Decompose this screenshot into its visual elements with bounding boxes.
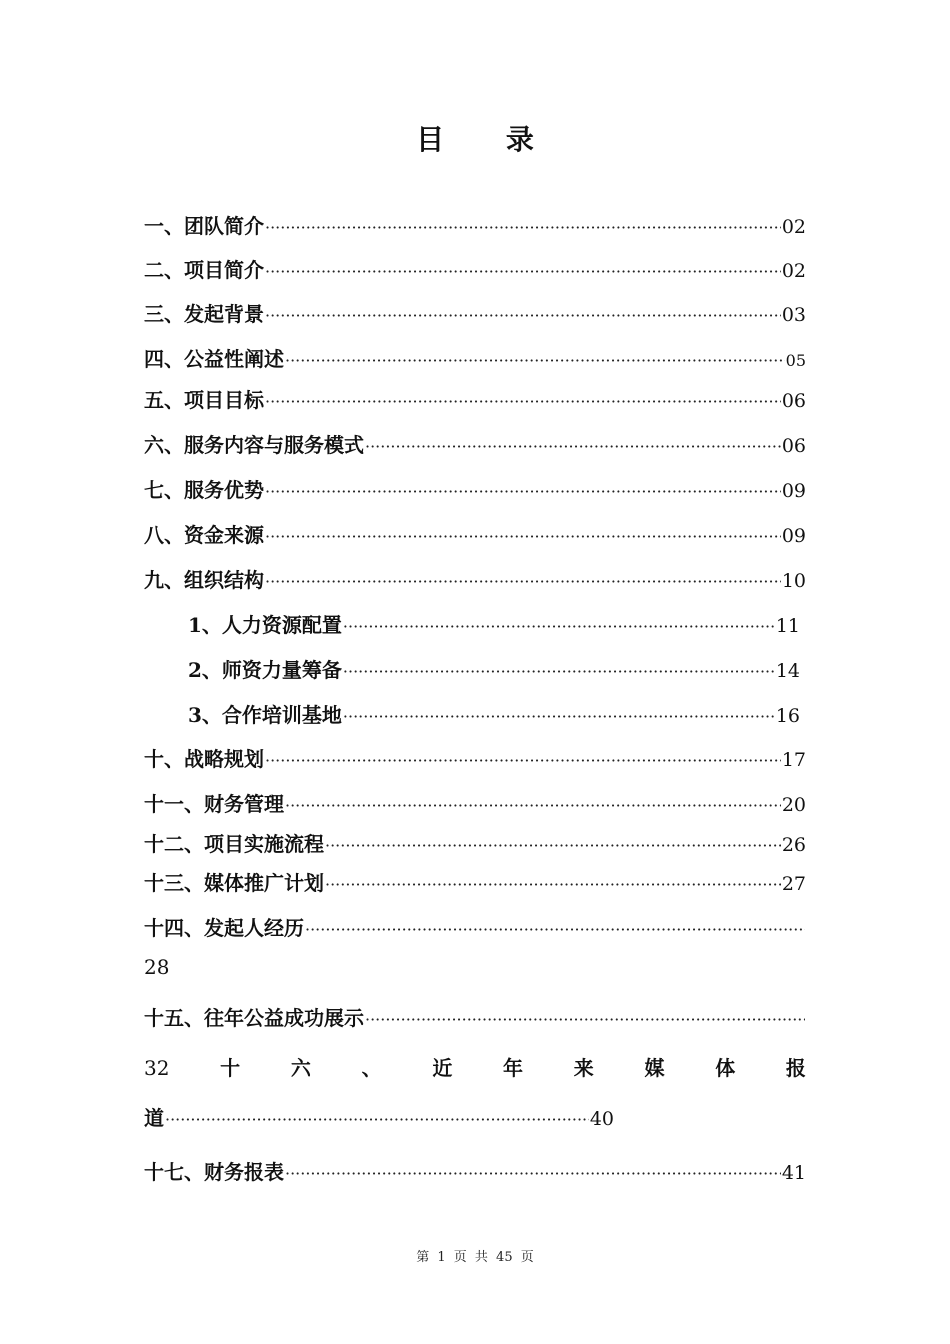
toc-leader	[165, 1105, 589, 1133]
toc-label: 七、服务优势	[144, 478, 264, 502]
toc-leader	[305, 915, 805, 943]
toc-page-number: 09	[781, 525, 806, 547]
toc-label-char: 来	[573, 1056, 594, 1080]
toc-page-number: 09	[781, 480, 806, 502]
toc-label-char: 媒	[644, 1056, 665, 1080]
toc-entry[interactable]	[144, 565, 806, 595]
toc-page-number: 17	[781, 749, 806, 771]
toc-label: 1、人力资源配置	[188, 613, 342, 637]
toc-page-number: 27	[781, 873, 806, 895]
toc-entry[interactable]	[144, 385, 806, 415]
toc-label-char: 报	[785, 1056, 806, 1080]
toc-label: 二、项目简介	[144, 258, 264, 282]
toc-page-number: 16	[775, 705, 800, 727]
toc-leader	[343, 612, 775, 640]
toc-leader	[343, 702, 775, 730]
toc-page-number: 40	[589, 1108, 614, 1130]
toc-page-number: 11	[775, 615, 800, 637]
toc-label: 十、战略规划	[144, 747, 264, 771]
toc-entry[interactable]	[144, 789, 806, 819]
toc-page-number-wrapped: 32	[144, 1056, 170, 1080]
toc-leader	[265, 567, 781, 595]
toc-leader	[265, 746, 781, 774]
toc-label: 六、服务内容与服务模式	[144, 433, 364, 457]
toc-leader	[265, 213, 781, 241]
toc-leader	[325, 870, 781, 898]
toc-entry[interactable]	[144, 255, 806, 285]
toc-entry[interactable]	[144, 430, 806, 460]
toc-page-number: 02	[781, 260, 806, 282]
toc-label: 十二、项目实施流程	[144, 832, 324, 856]
toc-entry[interactable]	[144, 744, 806, 774]
page-footer: 第 1 页 共 45 页	[416, 1250, 534, 1265]
toc-entry[interactable]	[144, 1157, 806, 1187]
toc-entry[interactable]	[144, 344, 806, 374]
toc-leader	[285, 1159, 781, 1187]
toc-page-number: 02	[781, 216, 806, 238]
toc-entry[interactable]	[144, 211, 806, 241]
toc-page-number: 14	[775, 660, 800, 682]
toc-leader	[365, 432, 781, 460]
toc-label: 十四、发起人经历	[144, 916, 304, 940]
toc-label-char: 体	[715, 1056, 736, 1080]
toc-leader	[265, 257, 781, 285]
toc-label: 八、资金来源	[144, 523, 264, 547]
toc-leader	[285, 791, 781, 819]
toc-label: 十五、往年公益成功展示	[144, 1006, 364, 1030]
toc-label: 3、合作培训基地	[188, 703, 342, 727]
toc-entry[interactable]	[144, 868, 806, 898]
toc-page-number: 41	[781, 1162, 806, 1184]
toc-label: 五、项目目标	[144, 388, 264, 412]
toc-entry[interactable]	[144, 1103, 614, 1133]
toc-entry[interactable]	[144, 520, 806, 550]
toc-leader	[343, 657, 775, 685]
toc-entry[interactable]	[144, 475, 806, 505]
toc-label: 十一、财务管理	[144, 792, 284, 816]
toc-label: 三、发起背景	[144, 302, 264, 326]
toc-leader	[285, 346, 785, 374]
toc-leader	[325, 831, 781, 859]
toc-page-number: 26	[781, 834, 806, 856]
toc-leader	[265, 387, 781, 415]
toc-label: 道	[144, 1106, 164, 1130]
toc-label-char: 十	[220, 1056, 241, 1080]
toc-page-number: 03	[781, 304, 806, 326]
toc-entry[interactable]	[144, 299, 806, 329]
toc-page-number: 06	[781, 390, 806, 412]
toc-entry[interactable]	[144, 1003, 806, 1033]
toc-page-number: 06	[781, 435, 806, 457]
toc-subentry[interactable]	[188, 655, 800, 685]
toc-leader	[265, 301, 781, 329]
toc-label: 2、师资力量筹备	[188, 658, 342, 682]
toc-label-char: 近	[432, 1056, 453, 1080]
toc-label-char: 、	[361, 1056, 382, 1080]
toc-label: 九、组织结构	[144, 568, 264, 592]
toc-justified-line[interactable]	[144, 1053, 806, 1083]
toc-entry[interactable]	[144, 829, 806, 859]
toc-leader	[365, 1005, 805, 1033]
toc-label-char: 六	[290, 1056, 311, 1080]
toc-page-number: 10	[781, 570, 806, 592]
toc-subentry[interactable]	[188, 610, 800, 640]
toc-label: 十三、媒体推广计划	[144, 871, 324, 895]
toc-page-number: 05	[785, 351, 806, 370]
toc-label: 十七、财务报表	[144, 1160, 284, 1184]
toc-label-char: 年	[503, 1056, 524, 1080]
toc-leader	[265, 477, 781, 505]
page-title: 目 录	[416, 123, 560, 156]
toc-label: 一、团队简介	[144, 214, 264, 238]
toc-subentry[interactable]	[188, 700, 800, 730]
toc-label: 四、公益性阐述	[144, 347, 284, 371]
toc-page-number-wrapped: 28	[144, 955, 170, 979]
toc-leader	[265, 522, 781, 550]
toc-entry[interactable]	[144, 913, 806, 943]
toc-page-number: 20	[781, 794, 806, 816]
